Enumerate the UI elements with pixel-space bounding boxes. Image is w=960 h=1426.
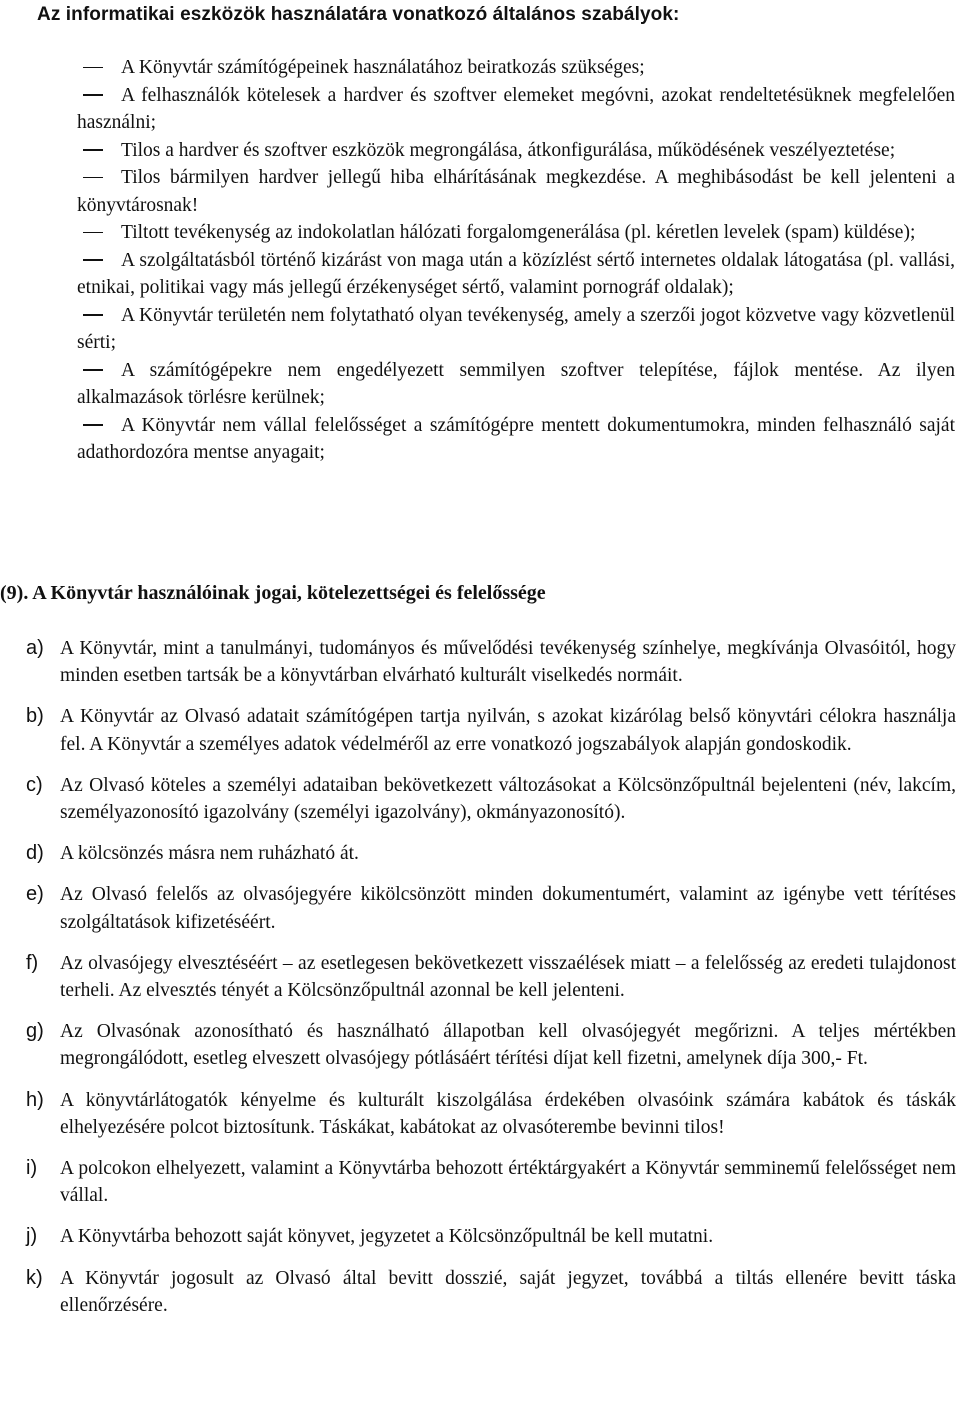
- dash-bullet-icon: [83, 177, 103, 179]
- item-text: Az olvasójegy elvesztéséért – az esetlegesen bekövetkezett visszaélések miatt – a felelősség az eredeti tulajdonost terheli. Az elvesztés tényét a Kölcsönzőpultnál azonnal be kell jelenteni.: [60, 952, 956, 1002]
- page-heading: Az informatikai eszközök használatára vonatkozó általános szabályok:: [37, 4, 680, 25]
- list-item: [26, 1265, 956, 1319]
- list-item: [77, 137, 955, 165]
- rule-text: Tilos bármilyen hardver jellegű hiba elhárításának megkezdése. A meghibásodást be kell jelenteni a könyvtárosnak!: [77, 167, 955, 216]
- rights-list: [26, 635, 956, 1319]
- item-marker: g): [26, 1020, 44, 1043]
- list-item: [77, 219, 955, 247]
- list-item: [26, 772, 956, 826]
- item-text: A polcokon elhelyezett, valamint a Könyvtárba behozott értéktárgyakért a Könyvtár semminemű felelősséget nem vállal.: [60, 1158, 956, 1207]
- list-item: [26, 1087, 956, 1141]
- list-item: [77, 82, 955, 137]
- item-text: A Könyvtárba behozott saját könyvet, jegyzetet a Kölcsönzőpultnál be kell mutatni.: [60, 1226, 714, 1248]
- section-title: (9). A Könyvtár használóinak jogai, kötelezettségei és felelőssége: [0, 582, 546, 604]
- item-text: A Könyvtár az Olvasó adatait számítógépen tartja nyilván, s azokat kizárólag belső könyvtári célokra használja fel. A Könyvtár a személyes adatok védelméről az erre vonatkozó jogszabályok alapján gondoskodik.: [60, 706, 956, 755]
- list-item: [77, 164, 955, 219]
- dash-bullet-icon: [83, 149, 103, 151]
- list-item: [77, 412, 955, 467]
- list-item: [77, 302, 955, 357]
- rule-text: A számítógépekre nem engedélyezett semmilyen szoftver telepítése, fájlok mentése. Az ilyen alkalmazások törlésre kerülnek;: [77, 359, 955, 408]
- list-item: [26, 950, 956, 1004]
- item-marker: d): [26, 842, 44, 865]
- rule-text: A Könyvtár területén nem folytatható olyan tevékenység, amely a szerzői jogot közvetve vagy közvetlenül sérti;: [77, 304, 955, 353]
- rules-list: [77, 54, 955, 467]
- list-item: [26, 1155, 956, 1209]
- item-text: Az Olvasó köteles a személyi adataiban bekövetkezett változásokat a Kölcsönzőpultnál bejelenteni (név, lakcím, személyazonosító igazolvány (személyi igazolvány), okmányazonosító).: [60, 774, 956, 824]
- item-marker: c): [26, 773, 43, 796]
- list-item: [26, 881, 956, 935]
- rule-text: Tiltott tevékenység az indokolatlan hálózati forgalomgenerálása (pl. kéretlen levelek (spam) küldése);: [121, 222, 916, 243]
- rule-text: A Könyvtár nem vállal felelősséget a számítógépre mentett dokumentumokra, minden felhasználó saját adathordozóra mentse anyagait;: [77, 414, 955, 463]
- list-item: [26, 840, 956, 867]
- item-text: Az Olvasónak azonosítható és használható állapotban kell olvasójegyét megőrizni. A teljes mértékben megrongálódott, esetleg elveszett olvasójegy pótlásáért térítési díjat kell fizetni, amelynek díja 300,- Ft.: [60, 1021, 956, 1070]
- item-marker: h): [26, 1088, 44, 1111]
- rule-text: A szolgáltatásból történő kizárást von maga után a közízlést sértő internetes oldalak látogatása (pl. vallási, etnikai, politikai vagy más jellegű érzékenységet sértő, valamint pornográf oldalak);: [77, 249, 955, 298]
- item-marker: k): [26, 1266, 43, 1289]
- dash-bullet-icon: [83, 259, 103, 261]
- list-item: [77, 54, 955, 82]
- item-text: A kölcsönzés másra nem ruházható át.: [60, 843, 359, 865]
- list-item: [26, 1018, 956, 1072]
- dash-bullet-icon: [83, 94, 103, 96]
- item-marker: j): [26, 1225, 38, 1248]
- item-marker: b): [26, 705, 44, 728]
- item-marker: a): [26, 637, 44, 659]
- rule-text: A Könyvtár számítógépeinek használatához beiratkozás szükséges;: [121, 57, 645, 78]
- rule-text: A felhasználók kötelesek a hardver és szoftver elemeket megóvni, azokat rendeltetésüknek megfelelően használni;: [77, 84, 955, 133]
- list-item: [26, 635, 956, 689]
- item-text: Az Olvasó felelős az olvasójegyére kikölcsönzött minden dokumentumért, valamint az igénybe vett térítéses szolgáltatások kifizetéséért.: [60, 884, 956, 933]
- dash-bullet-icon: [83, 232, 103, 234]
- item-text: A Könyvtár jogosult az Olvasó által bevitt dosszié, saját jegyzet, továbbá a tiltás ellenére bevitt táska ellenőrzésére.: [60, 1267, 956, 1316]
- dash-bullet-icon: [83, 67, 103, 69]
- item-text: A könyvtárlátogatók kényelme és kulturált kiszolgálása érdekében olvasóink számára kabátok és táskák elhelyezésére polcot biztosítunk. Táskákat, kabátokat az olvasóterembe bevinni tilos!: [60, 1089, 956, 1138]
- item-marker: e): [26, 883, 44, 906]
- list-item: [26, 703, 956, 757]
- list-item: [77, 247, 955, 302]
- item-marker: i): [26, 1157, 38, 1180]
- list-item: [26, 1223, 956, 1250]
- item-marker: f): [26, 951, 39, 974]
- dash-bullet-icon: [83, 314, 103, 316]
- dash-bullet-icon: [83, 424, 103, 426]
- list-item: [77, 357, 955, 412]
- dash-bullet-icon: [83, 369, 103, 371]
- item-text: A Könyvtár, mint a tanulmányi, tudományos és művelődési tevékenység színhelye, megkívánja Olvasóitól, hogy minden esetben tartsák be a könyvtárban elvárható kulturált viselkedés normáit.: [60, 638, 956, 687]
- rule-text: Tilos a hardver és szoftver eszközök megrongálása, átkonfigurálása, működésének veszélyeztetése;: [121, 139, 896, 161]
